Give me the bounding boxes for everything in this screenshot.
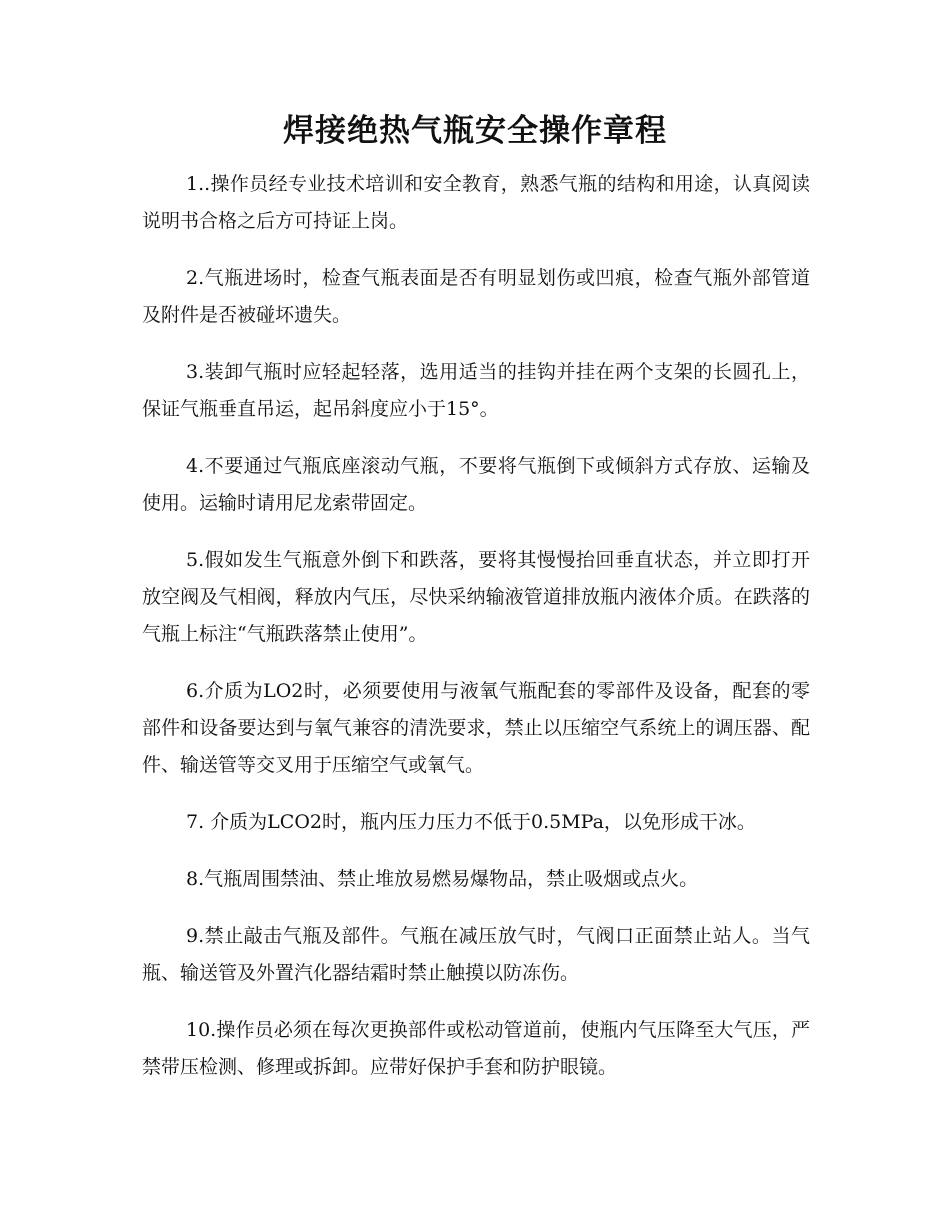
paragraph-7: 7. 介质为LCO2时，瓶内压力压力不低于0.5MPa，以免形成干冰。 <box>186 811 756 833</box>
paragraph-4: 4.不要通过气瓶底座滚动气瓶，不要将气瓶倒下或倾斜方式存放、运输及使用。运输时请用尼龙索带固定。 <box>142 455 810 514</box>
document-title: 焊接绝热气瓶安全操作章程 <box>283 113 667 149</box>
paragraph-3: 3.装卸气瓶时应轻起轻落，选用适当的挂钩并挂在两个支架的长圆孔上，保证气瓶垂直吊运，起吊斜度应小于15°。 <box>142 361 810 420</box>
paragraph-8: 8.气瓶周围禁油、禁止堆放易燃易爆物品，禁止吸烟或点火。 <box>186 868 699 890</box>
document-body <box>142 166 810 1106</box>
paragraph-2: 2.气瓶进场时，检查气瓶表面是否有明显划伤或凹痕，检查气瓶外部管道及附件是否被碰坏遗失。 <box>142 267 810 326</box>
paragraph-6: 6.介质为LO2时，必须要使用与液氧气瓶配套的零部件及设备，配套的零部件和设备要达到与氧气兼容的清洗要求，禁止以压缩空气系统上的调压器、配件、输送管等交叉用于压缩空气或氧气。 <box>142 680 810 776</box>
paragraph-1: 1..操作员经专业技术培训和安全教育，熟悉气瓶的结构和用途，认真阅读说明书合格之后方可持证上岗。 <box>142 173 810 232</box>
paragraph-10: 10.操作员必须在每次更换部件或松动管道前，使瓶内气压降至大气压，严禁带压检测、修理或拆卸。应带好保护手套和防护眼镜。 <box>142 1019 810 1078</box>
paragraph-5: 5.假如发生气瓶意外倒下和跌落，要将其慢慢抬回垂直状态，并立即打开放空阀及气相阀，释放内气压，尽快采纳输液管道排放瓶内液体介质。在跌落的气瓶上标注“气瓶跌落禁止使用”。 <box>142 549 810 645</box>
paragraph-9: 9.禁止敲击气瓶及部件。气瓶在减压放气时，气阀口正面禁止站人。当气瓶、输送管及外置汽化器结霜时禁止触摸以防冻伤。 <box>142 925 810 984</box>
